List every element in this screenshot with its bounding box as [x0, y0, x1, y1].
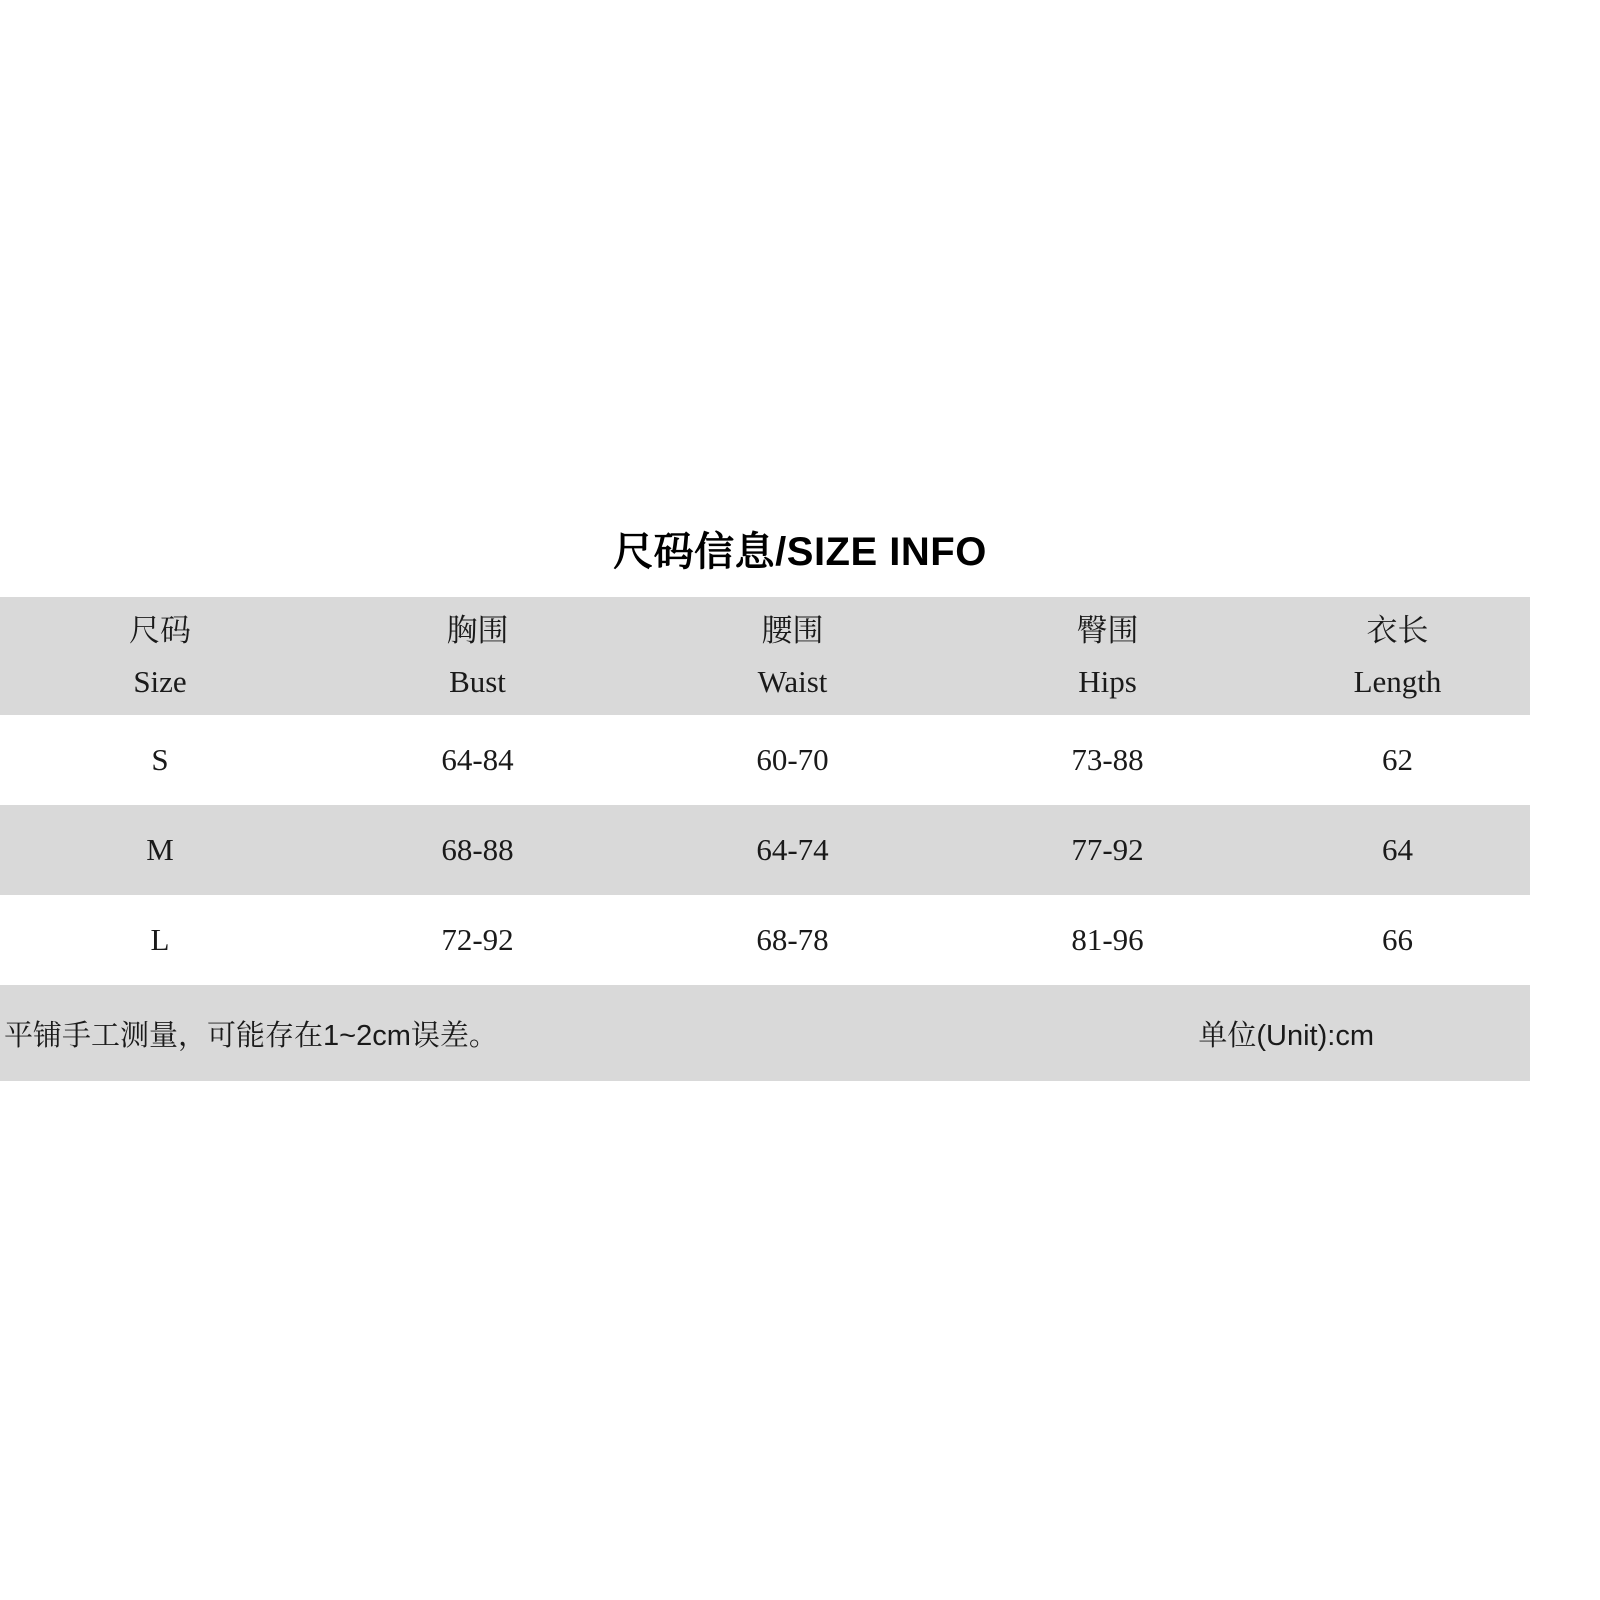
size-table-container [0, 597, 1530, 1081]
table-row [0, 895, 1530, 985]
cell-bust: 64-84 [320, 715, 635, 805]
table-row [0, 805, 1530, 895]
measurement-note: 平铺手工测量，可能存在1~2cm误差。 [4, 1019, 498, 1052]
size-table [0, 597, 1530, 1081]
header-cell-length [1265, 597, 1530, 715]
cell-bust: 72-92 [320, 895, 635, 985]
cell-size: L [0, 895, 320, 985]
cell-bust: 68-88 [320, 805, 635, 895]
cell-waist: 60-70 [635, 715, 950, 805]
header-cell-size [0, 597, 320, 715]
cell-hips: 73-88 [950, 715, 1265, 805]
header-bust-en: Bust [449, 664, 506, 699]
note-inner [0, 1013, 1530, 1054]
header-cell-waist [635, 597, 950, 715]
header-waist-en: Waist [757, 664, 828, 699]
cell-size: M [0, 805, 320, 895]
cell-length: 66 [1265, 895, 1530, 985]
header-length-en: Length [1353, 664, 1442, 699]
cell-waist: 68-78 [635, 895, 950, 985]
page-title: 尺码信息/SIZE INFO [613, 530, 987, 574]
unit-note: 单位(Unit):cm [1198, 1019, 1374, 1052]
header-bust-cn: 胸围 [446, 612, 509, 648]
header-size-en: Size [133, 664, 187, 699]
table-header-row [0, 597, 1530, 715]
header-cell-hips [950, 597, 1265, 715]
note-cell [0, 985, 1530, 1081]
header-length-cn: 衣长 [1366, 612, 1429, 648]
table-row [0, 715, 1530, 805]
cell-size: S [0, 715, 320, 805]
header-hips-cn: 臀围 [1076, 612, 1139, 648]
header-size-cn: 尺码 [129, 612, 191, 648]
cell-hips: 77-92 [950, 805, 1265, 895]
table-note-row [0, 985, 1530, 1081]
cell-length: 64 [1265, 805, 1530, 895]
cell-hips: 81-96 [950, 895, 1265, 985]
cell-length: 62 [1265, 715, 1530, 805]
cell-waist: 64-74 [635, 805, 950, 895]
header-cell-bust [320, 597, 635, 715]
header-waist-cn: 腰围 [761, 612, 824, 648]
header-hips-en: Hips [1078, 664, 1137, 699]
